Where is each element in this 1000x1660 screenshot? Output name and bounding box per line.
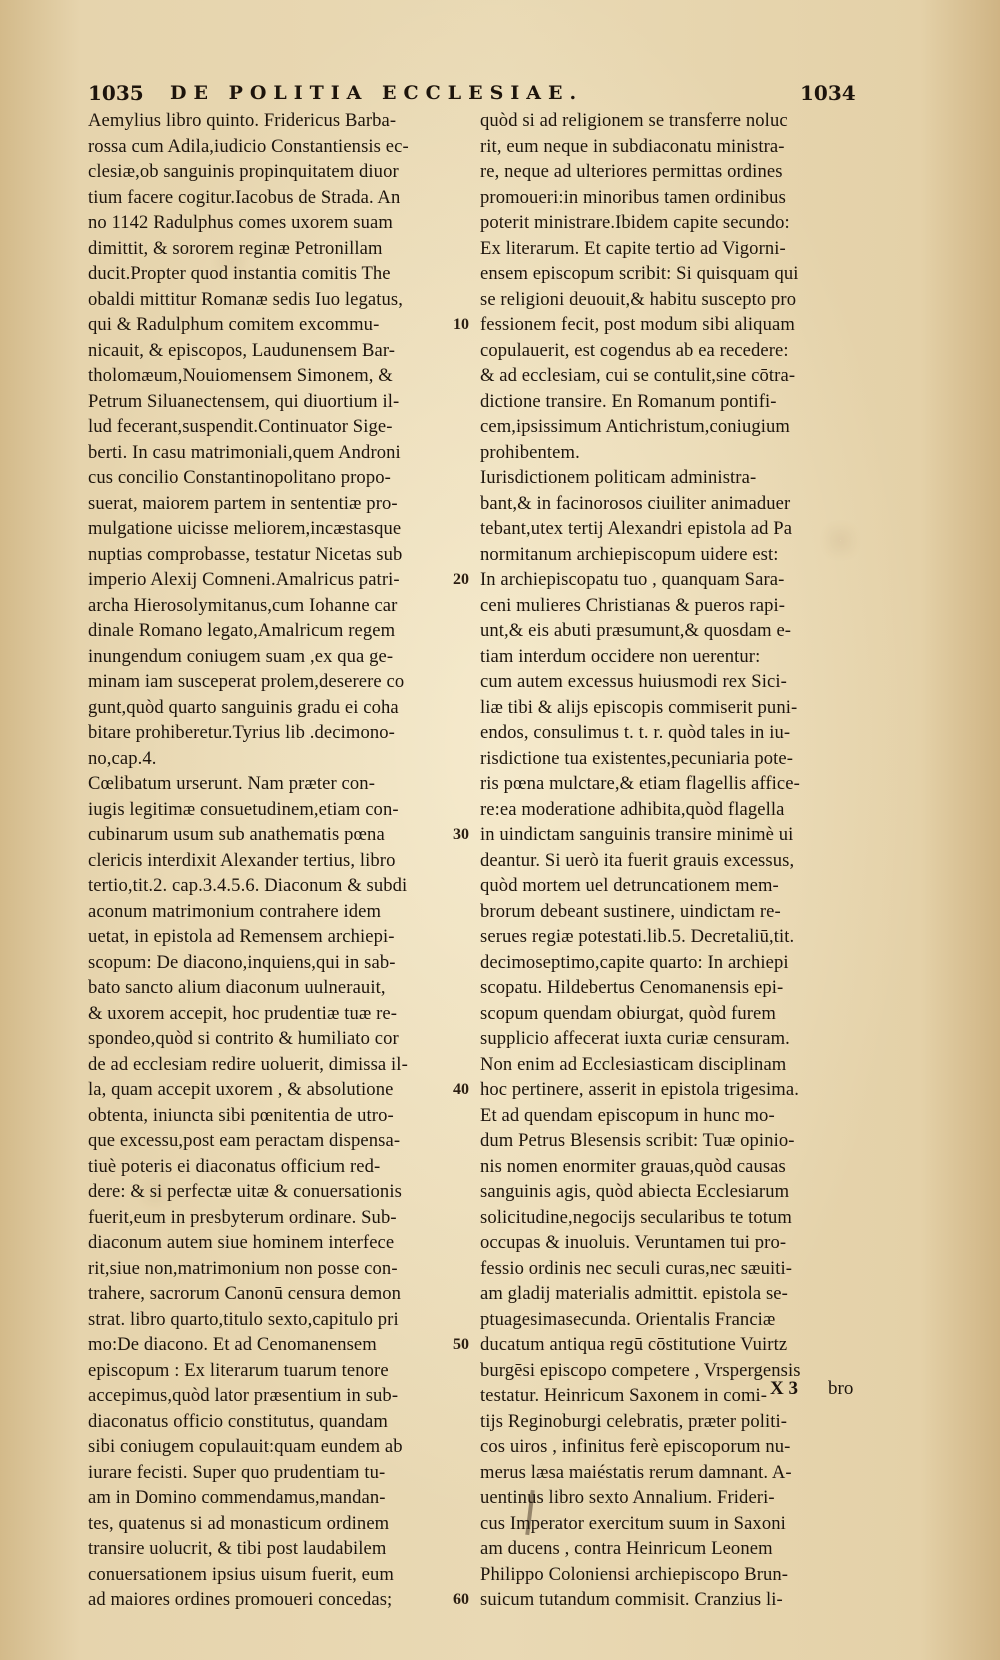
left-column-line: obaldi mittitur Romanæ sedis Iuo legatus,	[88, 288, 404, 310]
right-column-line: prohibentem.	[480, 441, 580, 463]
right-column-line: unt,& eis abuti præsumunt,& quosdam e-	[480, 620, 792, 641]
right-column-line: Philippo Coloniensi archiepiscopo Brun-	[480, 1563, 789, 1585]
right-column-line: hoc pertinere, asserit in epistola trigesima.	[480, 1079, 799, 1100]
left-column-line: bitare prohiberetur.Tyrius lib .decimono-	[88, 722, 395, 743]
right-column-line: ris pœna mulctare,& etiam flagellis affice-	[480, 773, 800, 794]
left-column-line: no,cap.4.	[88, 747, 157, 769]
left-column-line: clesiæ,ob sanguinis propinquitatem diuor	[88, 161, 399, 182]
left-column-line: obtenta, iniuncta sibi pœnitentia de utro-	[88, 1104, 394, 1126]
right-column-line: promoueri:in minoribus tamen ordinibus	[480, 186, 786, 208]
left-column-line: uetat, in epistola ad Remensem archiepi-	[88, 926, 395, 947]
margin-line-number: 60	[453, 1591, 469, 1608]
left-column-line: tium facere cogitur.Iacobus de Strada. An	[88, 186, 401, 208]
right-column-line: in uindictam sanguinis transire minimè ui	[480, 824, 794, 845]
right-column-line: ensem episcopum scribit: Si quisquam qui	[480, 263, 799, 284]
left-column-line: la, quam accepit uxorem , & absolutione	[88, 1079, 394, 1100]
left-column-line: aconum matrimonium contrahere idem	[88, 900, 382, 922]
right-column-line: In archiepiscopatu tuo , quanquam Sara-	[480, 569, 785, 590]
left-column-line: scopum: De diacono,inquiens,qui in sab-	[88, 951, 396, 973]
left-text-column	[88, 108, 438, 1613]
running-title: DE POLITIA ECCLESIAE.	[170, 82, 584, 104]
right-column-line: occupas & inuoluis. Veruntamen tui pro-	[480, 1232, 787, 1253]
left-column-line: mo:De diacono. Et ad Cenomanensem	[88, 1334, 377, 1355]
right-column-line: ducatum antiqua regū cōstitutione Vuirtz	[480, 1334, 788, 1355]
left-column-line: spondeo,quòd si contrito & humiliato cor	[88, 1028, 399, 1049]
right-column-line: & ad ecclesiam, cui se contulit,sine cōtra-	[480, 365, 796, 386]
right-column-line: liæ tibi & alijs episcopis commiserit puni-	[480, 696, 798, 718]
right-column-line: cem,ipsissimum Antichristum,coniugium	[480, 416, 790, 437]
left-column-line: de ad ecclesiam redire uoluerit, dimissa il-	[88, 1053, 408, 1075]
left-column-line: minam iam susceperat prolem,deserere co	[88, 671, 405, 692]
left-column-line: transire uolucrit, & tibi post laudabilem	[88, 1538, 387, 1559]
paper-stain	[840, 540, 841, 541]
right-column-line: Non enim ad Ecclesiasticam disciplinam	[480, 1053, 787, 1075]
right-column-line: ptuagesimasecunda. Orientalis Franciæ	[480, 1308, 776, 1330]
left-column-line: strat. libro quarto,titulo sexto,capitulo pri	[88, 1308, 399, 1330]
right-column-line: uentinus libro sexto Annalium. Frideri-	[480, 1487, 775, 1508]
right-column-line: serues regiæ potestati.lib.5. Decretaliū,tit.	[480, 926, 795, 947]
right-column-line: nis nomen enormiter grauas,quòd causas	[480, 1155, 786, 1177]
left-column-line: rit,siue non,matrimonium non posse con-	[88, 1257, 398, 1279]
right-column-line: scopatu. Hildebertus Cenomanensis epi-	[480, 977, 784, 998]
right-column-line: fessionem fecit, post modum sibi aliquam	[480, 314, 795, 335]
left-column-line: diaconatus officio constitutus, quandam	[88, 1410, 388, 1432]
left-column-line: dimittit, & sororem reginæ Petronillam	[88, 237, 383, 259]
left-column-line: sibi coniugem copulauit:quam eundem ab	[88, 1436, 403, 1457]
right-column-line: fessio ordinis nec seculi curas,nec sæuiti-	[480, 1257, 793, 1279]
left-page-number: 1035	[88, 81, 144, 105]
margin-line-number: 50	[453, 1336, 469, 1353]
left-column-line: Aemylius libro quinto. Fridericus Barba-	[88, 110, 397, 131]
left-column-line: mulgatione uicisse meliorem,incæstasque	[88, 518, 402, 539]
left-column-line: fuerit,eum in presbyterum ordinare. Sub-	[88, 1206, 397, 1228]
right-column-line: tijs Reginoburgi celebratis, præter politi-	[480, 1410, 788, 1432]
left-column-line: gunt,quòd quarto sanguinis gradu ei coha	[88, 696, 399, 718]
right-column-line: Et ad quendam episcopum in hunc mo-	[480, 1104, 775, 1126]
left-column-line: clericis interdixit Alexander tertius, libro	[88, 849, 396, 871]
left-column-line: dere: & si perfectæ uitæ & conuersationis	[88, 1181, 402, 1202]
right-column-line: cum autem excessus huiusmodi rex Sici-	[480, 671, 787, 692]
right-column-line: normitanum archiepiscopum uidere est:	[480, 543, 779, 565]
right-column-line: scopum quendam obiurgat, quòd furem	[480, 1002, 776, 1024]
left-column-line: tiuè poteris ei diaconatus officium red-	[88, 1155, 381, 1177]
right-column-line: quòd si ad religionem se transferre noluc	[480, 110, 788, 131]
right-column-line: risdictione tua existentes,pecuniaria pote-	[480, 747, 794, 769]
left-column-line: nicauit, & episcopos, Laudunensem Bar-	[88, 339, 396, 361]
left-column-line: no 1142 Radulphus comes uxorem suam	[88, 212, 393, 233]
right-column-line: re, neque ad ulteriores permittas ordines	[480, 161, 783, 182]
right-column-line: dum Petrus Blesensis scribit: Tuæ opinio-	[480, 1130, 795, 1151]
left-column-line: ducit.Propter quod instantia comitis The	[88, 263, 391, 284]
left-column-line: iugis legitimæ consuetudinem,etiam con-	[88, 798, 399, 820]
right-column-line: burgēsi episcopo competere , Vrspergensis	[480, 1359, 801, 1381]
right-column-line: dictione transire. En Romanum pontifi-	[480, 390, 777, 412]
right-column-line: tebant,utex tertij Alexandri epistola ad Pa	[480, 518, 793, 539]
left-column-line: dinale Romano legato,Amalricum regem	[88, 620, 396, 641]
left-column-line: tertio,tit.2. cap.3.4.5.6. Diaconum & subdi	[88, 875, 408, 896]
left-column-line: tes, quatenus si ad monasticum ordinem	[88, 1512, 390, 1534]
left-column-line: iurare fecisti. Super quo prudentiam tu-	[88, 1461, 386, 1483]
right-column-line: testatur. Heinricum Saxonem in comi-	[480, 1385, 768, 1406]
left-column-line: bato sancto alium diaconum uulnerauit,	[88, 977, 386, 998]
left-column-line: suerat, maiorem partem in sententiæ pro-	[88, 492, 398, 514]
right-column-line: brorum debeant sustinere, uindictam re-	[480, 900, 781, 922]
left-column-line: accepimus,quòd lator præsentium in sub-	[88, 1385, 399, 1406]
left-column-line: archa Hierosolymitanus,cum Iohanne car	[88, 594, 398, 616]
right-column-line: copulauerit, est cogendus ab ea recedere:	[480, 339, 789, 361]
right-column-line: solicitudine,negocijs secularibus te totum	[480, 1206, 792, 1228]
right-column-line: rit, eum neque in subdiaconatu ministra-	[480, 135, 785, 157]
left-column-line: cus concilio Constantinopolitano propo-	[88, 467, 391, 488]
right-column-line: decimoseptimo,capite quarto: In archiepi	[480, 951, 789, 973]
right-column-line: merus læsa maiéstatis rerum damnant. A-	[480, 1461, 792, 1483]
left-column-line: rossa cum Adila,iudicio Constantiensis ec-	[88, 135, 409, 157]
right-column-line: quòd mortem uel detruncationem mem-	[480, 875, 779, 896]
left-column-line: conuersationem ipsius uisum fuerit, eum	[88, 1563, 394, 1585]
left-column-line: que excessu,post eam peractam dispensa-	[88, 1130, 401, 1151]
left-column-line: trahere, sacrorum Canonū censura demon	[88, 1283, 402, 1304]
margin-line-number: 40	[453, 1081, 469, 1098]
right-column-line: ceni mulieres Christianas & pueros rapi-	[480, 594, 786, 616]
left-column-line: ad maiores ordines promoueri concedas;	[88, 1589, 393, 1610]
right-column-line: sanguinis agis, quòd abiecta Ecclesiarum	[480, 1181, 790, 1202]
left-column-line: Petrum Siluanectensem, qui diuortium il-	[88, 390, 400, 412]
left-column-line: diaconum autem siue hominem interfece	[88, 1232, 395, 1253]
catchword: bro	[828, 1378, 854, 1399]
signature-mark: X 3	[770, 1378, 798, 1399]
right-column-line: cus Imperator exercitum suum in Saxoni	[480, 1512, 786, 1534]
right-column-line: deantur. Si uerò ita fuerit grauis excessus,	[480, 849, 795, 871]
running-header	[30, 78, 856, 108]
left-column-line: nuptias comprobasse, testatur Nicetas sub	[88, 543, 403, 565]
left-column-line: Cœlibatum urserunt. Nam præter con-	[88, 773, 375, 794]
left-column-line: & uxorem accepit, hoc prudentiæ tuæ re-	[88, 1002, 398, 1024]
right-column-line: am ducens , contra Heinricum Leonem	[480, 1538, 773, 1559]
right-page-number: 1034	[800, 81, 856, 105]
right-column-line: tiam interdum occidere non uerentur:	[480, 645, 761, 667]
right-column-line: re:ea moderatione adhibita,quòd flagella	[480, 798, 785, 820]
right-column-line: endos, consulimus t. t. r. quòd tales in iu-	[480, 722, 791, 743]
right-column-line: suicum tutandum commisit. Cranzius li-	[480, 1589, 783, 1610]
right-column-line: cos uiros , infinitus ferè episcoporum nu-	[480, 1436, 791, 1457]
margin-line-number: 10	[453, 316, 469, 333]
left-column-line: episcopum : Ex literarum tuarum tenore	[88, 1359, 389, 1381]
margin-line-number: 20	[453, 571, 469, 588]
left-column-line: tholomæum,Nouiomensem Simonem, &	[88, 365, 393, 386]
left-column-line: qui & Radulphum comitem excommu-	[88, 314, 380, 335]
right-column-line: Ex literarum. Et capite tertio ad Vigorni-	[480, 237, 786, 259]
right-column-line: bant,& in facinorosos ciuiliter animaduer	[480, 492, 791, 514]
margin-line-number: 30	[453, 826, 469, 843]
left-column-line: inungendum coniugem suam ,ex qua ge-	[88, 645, 394, 667]
right-column-line: se religioni deuouit,& habitu suscepto pro	[480, 288, 797, 310]
left-column-line: imperio Alexij Comneni.Amalricus patri-	[88, 569, 400, 590]
left-column-line: lud fecerant,suspendit.Continuator Sige-	[88, 416, 393, 437]
right-column-line: am gladij materialis admittit. epistola se-	[480, 1283, 788, 1304]
right-column-line: Iurisdictionem politicam administra-	[480, 467, 757, 488]
left-column-line: am in Domino commendamus,mandan-	[88, 1487, 386, 1508]
right-column-line: poterit ministrare.Ibidem capite secundo:	[480, 212, 790, 233]
right-column-line: supplicio affecerat iuxta curiæ censuram.	[480, 1028, 790, 1049]
left-column-line: cubinarum usum sub anathematis pœna	[88, 824, 385, 845]
left-column-line: berti. In casu matrimoniali,quem Androni	[88, 441, 401, 463]
